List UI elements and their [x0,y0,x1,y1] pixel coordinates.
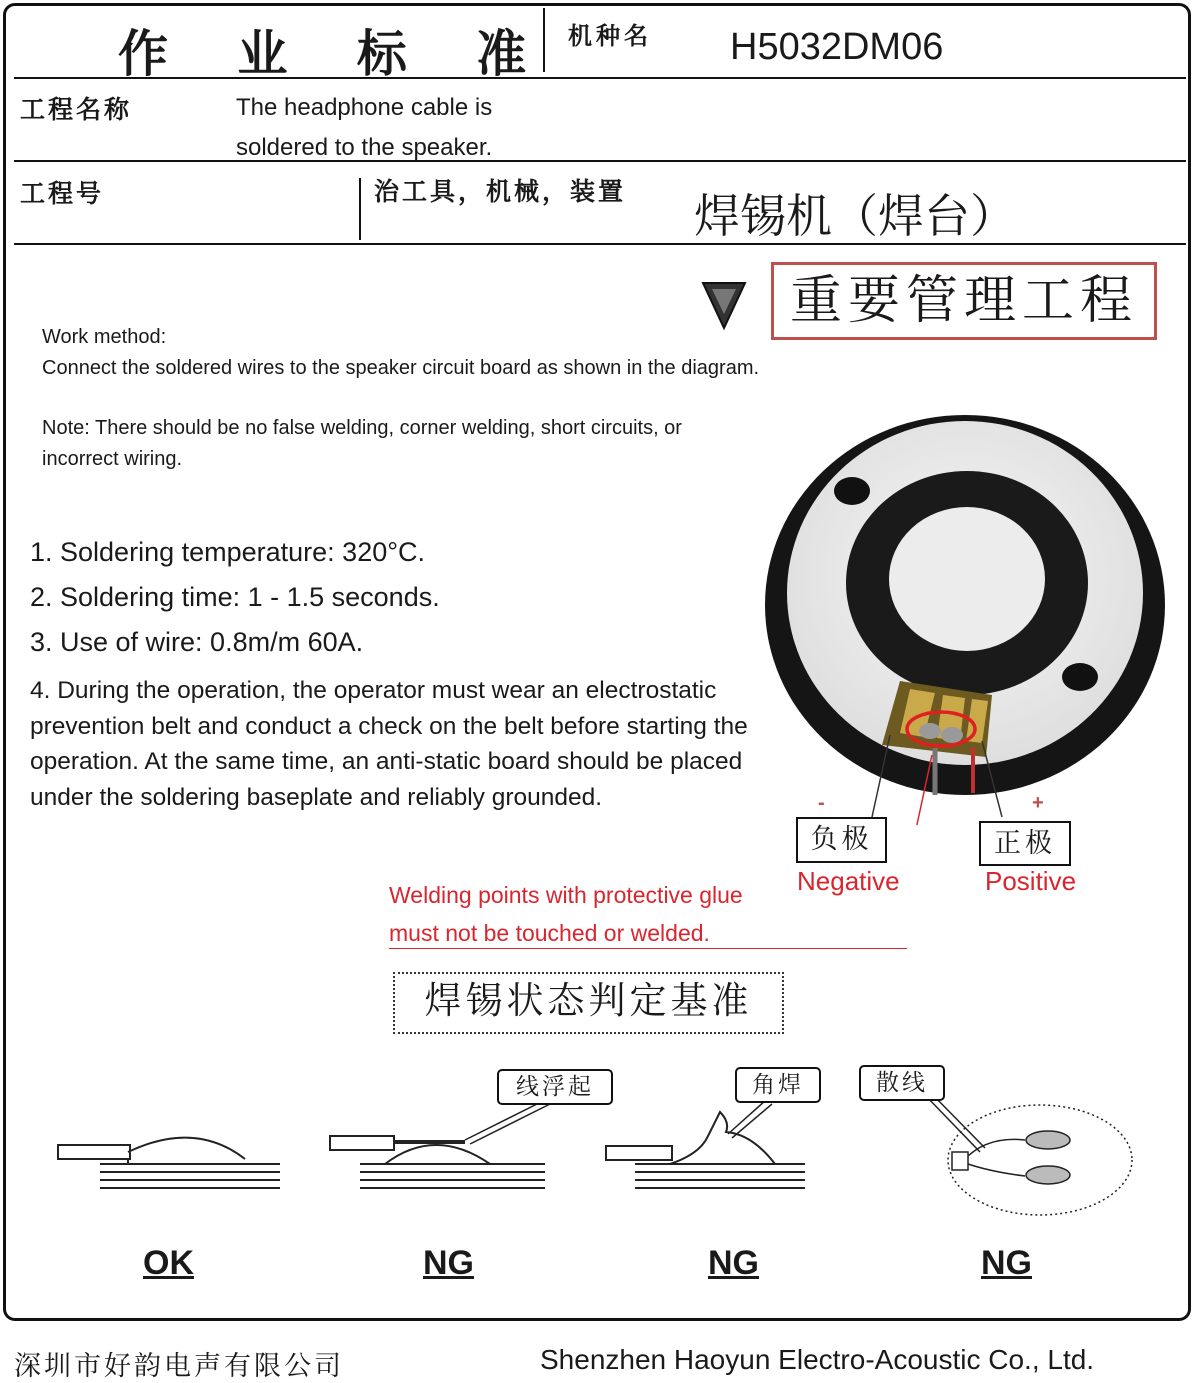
step-3: 3. Use of wire: 0.8m/m 60A. [30,627,364,657]
center-dome [889,507,1045,651]
negative-sign: - [818,792,825,814]
step-2: 2. Soldering time: 1 - 1.5 seconds. [30,582,440,612]
model-label: 机种名 [568,21,652,50]
header-vertical-divider-2 [359,178,361,240]
key-process-box: 重要管理工程 [771,262,1157,340]
doc-title: 作 业 标 准 [118,24,553,83]
tools-value: 焊锡机（焊台） [694,189,1016,243]
positive-label: 正极 [979,821,1071,866]
negative-label: 负极 [796,817,887,863]
project-name-value [236,88,536,168]
diagram-ng-loose-strands [925,1092,1132,1215]
speaker-illustration [760,405,1170,825]
project-name-label: 工程名称 [20,95,133,124]
warning-underline [389,948,907,949]
step-4: 4. During the operation, the operator must wear an electrostatic prevention belt and conduct a check on the belt before starting the operation. At the same time, an anti-static board should be placed under the soldering baseplate and reliably grounded. [30,677,748,811]
negative-en-label: Negative [797,866,900,896]
verdict-ng-3: NG [981,1244,1032,1282]
glue-warning [389,876,743,952]
glue-warning-line2: must not be touched or welded. [389,920,710,946]
solder-standard-title: 焊锡状态判定基准 [393,972,784,1034]
tag-lifted-wire: 线浮起 [497,1069,613,1105]
work-method [42,322,762,475]
positive-sign: + [1032,792,1044,814]
verdict-ng-1: NG [423,1244,474,1282]
positive-en-label: Positive [985,866,1077,896]
project-name-line1: The headphone cable is [236,94,493,121]
tag-corner-weld: 角焊 [735,1067,821,1103]
project-no-label: 工程号 [20,179,105,208]
method-note: Note: There should be no false welding, corner welding, short circuits, or incorrect wiring. [42,417,682,470]
steps-list [30,530,780,815]
tag-loose-strands: 散线 [859,1065,945,1101]
diagram-ng-corner-weld [606,1100,805,1188]
model-value: H5032DM06 [730,26,944,68]
company-name-cn: 深圳市好韵电声有限公司 [14,1351,344,1382]
tools-label: 治工具，机械，装置 [374,177,627,206]
company-name-en: Shenzhen Haoyun Electro-Acoustic Co., Ltd. [540,1344,1095,1375]
solder-point-negative [919,723,941,739]
method-heading: Work method: [42,326,167,348]
step-1: 1. Soldering temperature: 320°C. [30,537,426,567]
header-divider-2 [14,160,1186,162]
diagram-ng-lifted-wire [330,1100,550,1188]
method-instruction: Connect the soldered wires to the speaker circuit board as shown in the diagram. [42,357,760,379]
diagram-ok [58,1138,280,1188]
glue-warning-line1: Welding points with protective glue [389,882,743,908]
verdict-ng-2: NG [708,1244,759,1282]
verdict-ok: OK [143,1244,194,1282]
project-name-line2: soldered to the speaker. [236,134,493,161]
vent-hole-bottom [1062,663,1098,691]
vent-hole-top [834,477,870,505]
